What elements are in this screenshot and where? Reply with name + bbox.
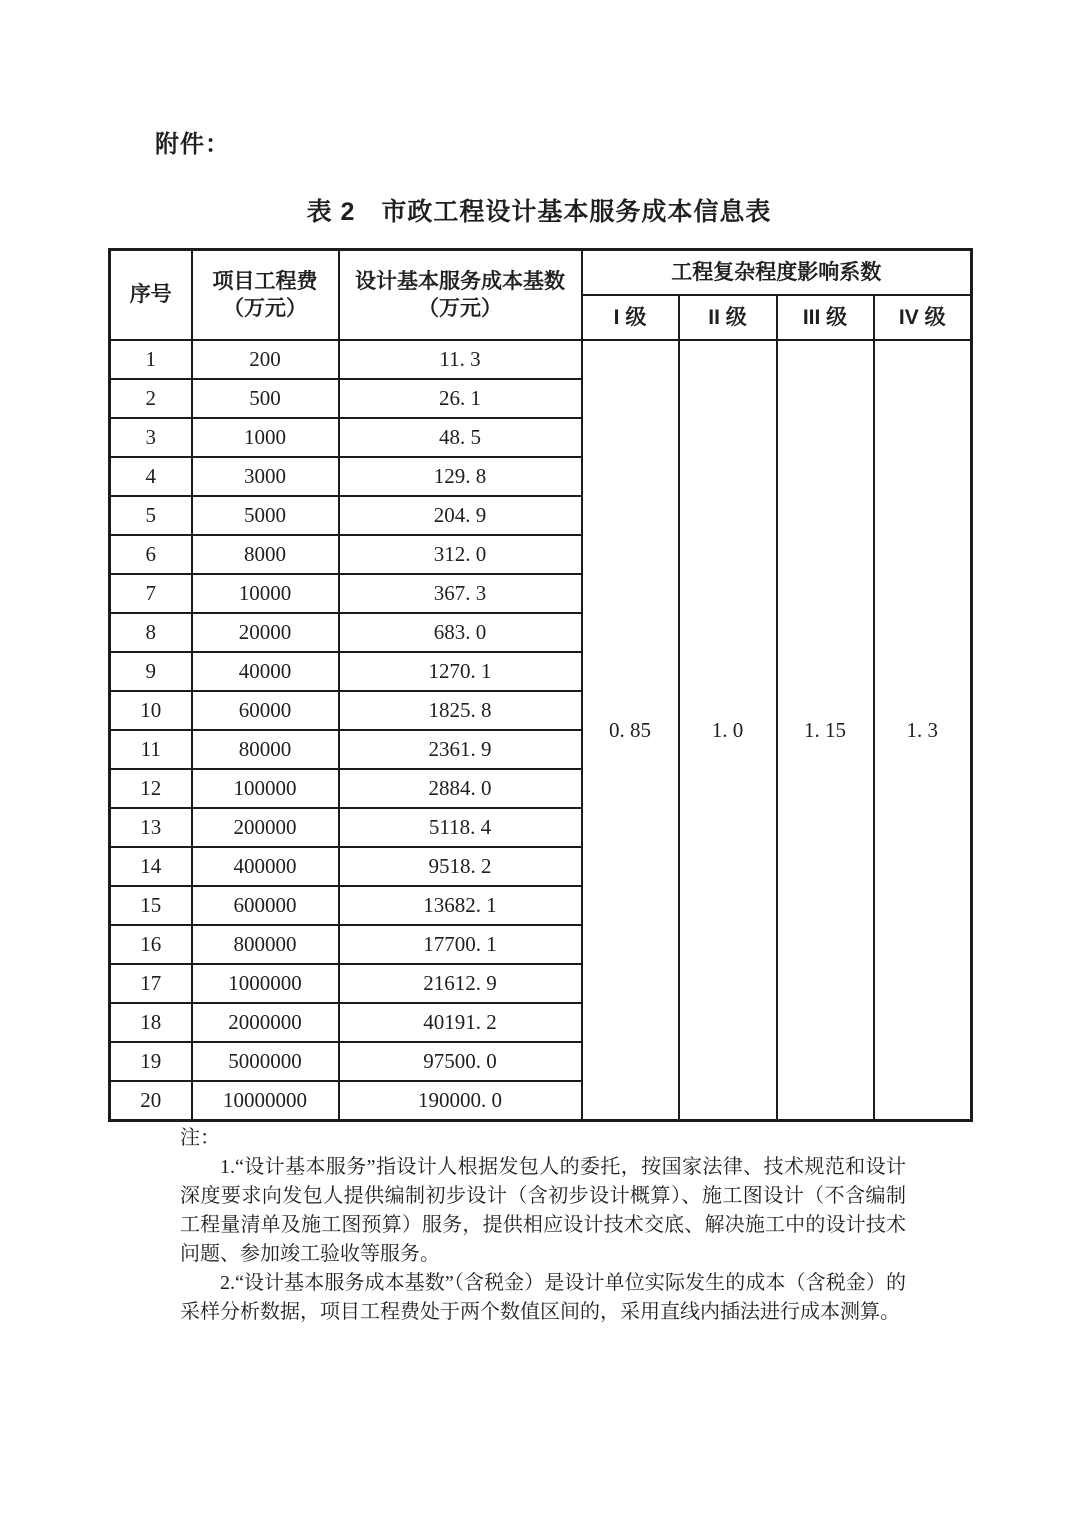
header-level-3: III 级 [777, 295, 874, 340]
header-base-cost-label: 设计基本服务成本基数 [355, 269, 565, 293]
coefficient-cell-level-3: 1. 15 [777, 340, 874, 1121]
header-serial: 序号 [110, 250, 192, 341]
base-cost-cell: 204. 9 [339, 496, 582, 535]
project-cost-cell: 5000000 [192, 1042, 339, 1081]
header-level-2: II 级 [679, 295, 777, 340]
serial-cell: 15 [110, 886, 192, 925]
header-level-1: I 级 [582, 295, 679, 340]
serial-cell: 3 [110, 418, 192, 457]
serial-cell: 2 [110, 379, 192, 418]
project-cost-cell: 2000000 [192, 1003, 339, 1042]
serial-cell: 10 [110, 691, 192, 730]
base-cost-cell: 129. 8 [339, 457, 582, 496]
project-cost-cell: 60000 [192, 691, 339, 730]
table-body [110, 340, 972, 1121]
project-cost-cell: 10000 [192, 574, 339, 613]
base-cost-cell: 21612. 9 [339, 964, 582, 1003]
base-cost-cell: 48. 5 [339, 418, 582, 457]
base-cost-cell: 1825. 8 [339, 691, 582, 730]
base-cost-cell: 13682. 1 [339, 886, 582, 925]
project-cost-cell: 40000 [192, 652, 339, 691]
project-cost-cell: 20000 [192, 613, 339, 652]
project-cost-cell: 200000 [192, 808, 339, 847]
serial-cell: 16 [110, 925, 192, 964]
header-level-4: IV 级 [874, 295, 972, 340]
base-cost-cell: 2884. 0 [339, 769, 582, 808]
header-base-cost [339, 250, 582, 341]
base-cost-cell: 367. 3 [339, 574, 582, 613]
project-cost-cell: 1000 [192, 418, 339, 457]
serial-cell: 14 [110, 847, 192, 886]
notes-section [180, 1124, 906, 1327]
base-cost-cell: 11. 3 [339, 340, 582, 379]
header-project-cost-label: 项目工程费 [212, 269, 318, 293]
header-base-cost-unit: （万元） [418, 297, 502, 320]
base-cost-cell: 40191. 2 [339, 1003, 582, 1042]
attachment-label: 附件： [155, 131, 230, 158]
serial-cell: 12 [110, 769, 192, 808]
project-cost-cell: 600000 [192, 886, 339, 925]
serial-cell: 18 [110, 1003, 192, 1042]
header-project-cost [192, 250, 339, 341]
serial-cell: 1 [110, 340, 192, 379]
base-cost-cell: 2361. 9 [339, 730, 582, 769]
header-project-cost-unit: （万元） [223, 297, 307, 320]
project-cost-cell: 100000 [192, 769, 339, 808]
serial-cell: 8 [110, 613, 192, 652]
project-cost-cell: 500 [192, 379, 339, 418]
project-cost-cell: 1000000 [192, 964, 339, 1003]
page-title: 表 2 市政工程设计基本服务成本信息表 [306, 198, 772, 226]
base-cost-cell: 312. 0 [339, 535, 582, 574]
serial-cell: 9 [110, 652, 192, 691]
coefficient-cell-level-4: 1. 3 [874, 340, 972, 1121]
note-item-2: 2.“设计基本服务成本基数”（含税金）是设计单位实际发生的成本（含税金）的采样分析数据，项目工程费处于两个数值区间的，采用直线内插法进行成本测算。 [180, 1272, 906, 1323]
project-cost-cell: 10000000 [192, 1081, 339, 1121]
base-cost-cell: 26. 1 [339, 379, 582, 418]
serial-cell: 17 [110, 964, 192, 1003]
serial-cell: 20 [110, 1081, 192, 1121]
project-cost-cell: 3000 [192, 457, 339, 496]
table-header [110, 250, 972, 341]
project-cost-cell: 5000 [192, 496, 339, 535]
base-cost-cell: 1270. 1 [339, 652, 582, 691]
project-cost-cell: 200 [192, 340, 339, 379]
coefficient-cell-level-1: 0. 85 [582, 340, 679, 1121]
project-cost-cell: 8000 [192, 535, 339, 574]
serial-cell: 11 [110, 730, 192, 769]
coefficient-cell-level-2: 1. 0 [679, 340, 777, 1121]
serial-cell: 13 [110, 808, 192, 847]
project-cost-cell: 400000 [192, 847, 339, 886]
note-item-1: 1.“设计基本服务”指设计人根据发包人的委托，按国家法律、技术规范和设计深度要求向发包人提供编制初步设计（含初步设计概算）、施工图设计（不含编制工程量清单及施工图预算）服务，提供相应设计技术交底、解决施工中的设计技术问题、参加竣工验收等服务。 [180, 1156, 906, 1265]
project-cost-cell: 80000 [192, 730, 339, 769]
table-row [110, 340, 972, 379]
cost-table [108, 248, 973, 1122]
serial-cell: 4 [110, 457, 192, 496]
base-cost-cell: 9518. 2 [339, 847, 582, 886]
serial-cell: 7 [110, 574, 192, 613]
project-cost-cell: 800000 [192, 925, 339, 964]
base-cost-cell: 17700. 1 [339, 925, 582, 964]
base-cost-cell: 683. 0 [339, 613, 582, 652]
notes-label: 注： [180, 1127, 220, 1149]
base-cost-cell: 5118. 4 [339, 808, 582, 847]
header-complexity-group: 工程复杂程度影响系数 [582, 250, 972, 296]
base-cost-cell: 97500. 0 [339, 1042, 582, 1081]
serial-cell: 5 [110, 496, 192, 535]
base-cost-cell: 190000. 0 [339, 1081, 582, 1121]
serial-cell: 6 [110, 535, 192, 574]
serial-cell: 19 [110, 1042, 192, 1081]
